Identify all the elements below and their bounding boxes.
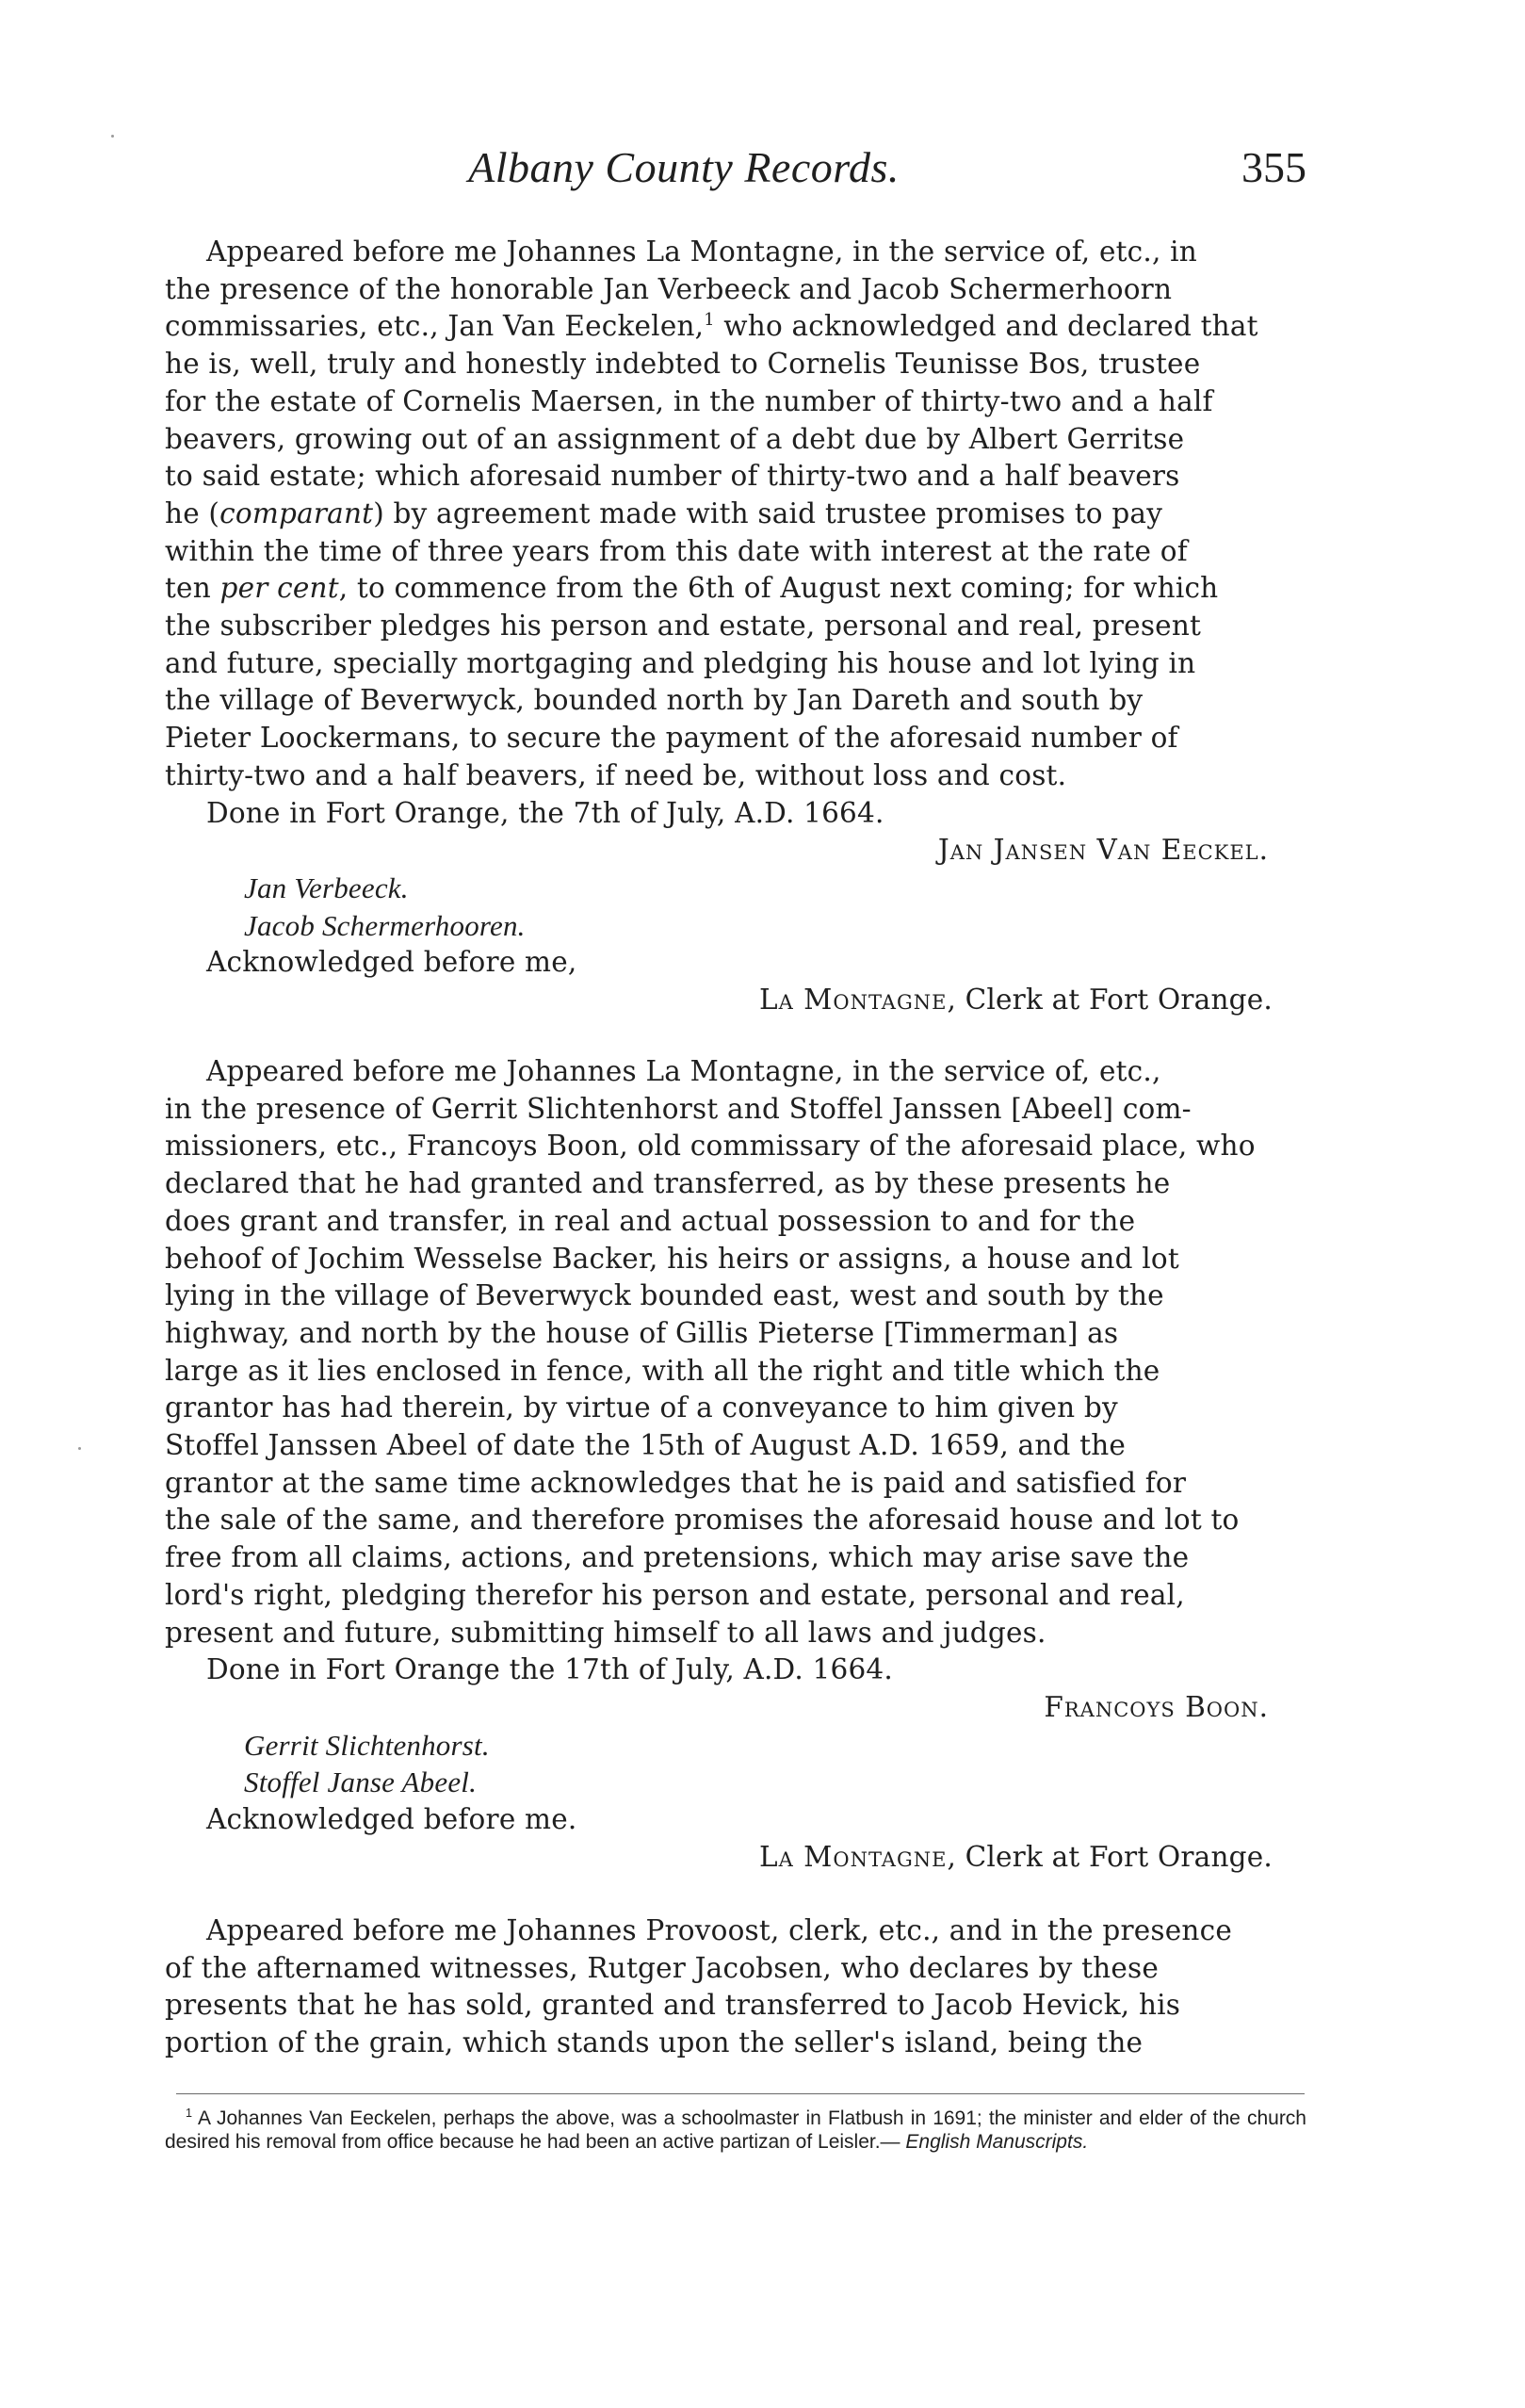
entry-body [165,1053,1306,1651]
text-line: thirty-two and a half beavers, if need be, without loss and cost. [165,758,1067,791]
clerk-signature: La Montagne, Clerk at Fort Orange. [759,984,1273,1017]
witness-signature: Stoffel Janse Abeel. [244,1765,478,1799]
text-line: in the presence of Gerrit Slichtenhorst and Stoffel Janssen [Abeel] com- [165,1092,1192,1125]
acknowledgement-line: Acknowledged before me, [206,946,577,979]
text-line: grantor at the same time acknowledges that he is paid and satisfied for [165,1466,1187,1499]
text-line: the presence of the honorable Jan Verbeeck and Jacob Schermerhoorn [165,272,1173,305]
text-line: commissaries, etc., Jan Van Eeckelen,$^1$ who acknowledged and declared that [165,310,1258,343]
page-number: 355 [1241,143,1306,191]
footnote-divider [176,2093,1305,2094]
text-line: to said estate; which aforesaid number of thirty-two and a half beavers [165,460,1180,493]
record-entry-1 [165,234,1306,1019]
text-line: the subscriber pledges his person and estate, personal and real, present [165,610,1202,643]
text-line: the sale of the same, and therefore promises the aforesaid house and lot to [165,1504,1240,1537]
text-line: he is, well, truly and honestly indebted to Cornelis Teunisse Bos, trustee [165,348,1201,381]
text-line: does grant and transfer, in real and actual possession to and for the [165,1204,1136,1237]
text-line: Appeared before me Johannes La Montagne, in the service of, etc., in [206,236,1197,268]
italic-term: comparant [219,496,374,529]
text-line: Stoffel Janssen Abeel of date the 15th of August A.D. 1659, and the [165,1429,1127,1462]
text-line: ten per cent, to commence from the 6th of August next coming; for which [165,572,1219,605]
done-date-line: Done in Fort Orange, the 7th of July, A.D. 1664. [206,796,884,829]
text-line: beavers, growing out of an assignment of a debt due by Albert Gerritse [165,422,1185,455]
text-line: Pieter Loockermans, to secure the payment of the aforesaid number of [165,722,1178,755]
text-line: presents that he has sold, granted and transferred to Jacob Hevick, his [165,1989,1181,2022]
text-line: grantor has had therein, by virtue of a conveyance to him given by [165,1391,1118,1424]
record-entry-3 [165,1912,1306,2062]
text-line: Appeared before me Johannes La Montagne, in the service of, etc., [206,1055,1161,1087]
footnote [165,2107,1306,2154]
signer-signature: Jan Jansen Van Eeckel. [937,834,1269,867]
witness-signature: Jan Verbeeck. [244,870,409,904]
done-date-line: Done in Fort Orange the 17th of July, A.D. 1664. [206,1653,893,1686]
text-line: of the afternamed witnesses, Rutger Jacobsen, who declares by these [165,1951,1159,1984]
text-line: free from all claims, actions, and pretensions, which may arise save the [165,1541,1190,1574]
acknowledgement-line: Acknowledged before me. [206,1803,577,1836]
clerk-signature: La Montagne, Clerk at Fort Orange. [759,1840,1273,1873]
footnote-source: English Manuscripts. [905,2131,1089,2153]
text-line: the village of Beverwyck, bounded north by Jan Dareth and south by [165,684,1144,717]
entry-body [165,234,1306,795]
signer-signature: Francoys Boon. [1044,1690,1269,1723]
text-line: large as it lies enclosed in fence, with all the right and title which the [165,1354,1160,1387]
text-line: for the estate of Cornelis Maersen, in the number of thirty-two and a half [165,384,1213,417]
text-line: within the time of three years from this date with interest at the rate of [165,534,1188,567]
footnote-marker: 1 [186,2107,193,2120]
text-line: highway, and north by the house of Gillis Pieterse [Timmerman] as [165,1316,1119,1349]
text-line: Appeared before me Johannes Provoost, clerk, etc., and in the presence [206,1914,1232,1946]
text-line: portion of the grain, which stands upon the seller's island, being the [165,2026,1144,2059]
text-line: and future, specially mortgaging and pledging his house and lot lying in [165,646,1196,679]
text-line: declared that he had granted and transferred, as by these presents he [165,1167,1171,1200]
italic-term: per cent [219,572,339,605]
text-line: lying in the village of Beverwyck bounded east, west and south by the [165,1279,1164,1312]
witness-signature: Gerrit Slichtenhorst. [244,1728,490,1762]
running-title: Albany County Records. [468,143,900,191]
paper-speck [78,1447,81,1450]
text-line: behoof of Jochim Wesselse Backer, his heirs or assigns, a house and lot [165,1242,1179,1275]
text-line: lord's right, pledging therefor his person and estate, personal and real, [165,1578,1185,1611]
text-line: he (comparant) by agreement made with said trustee promises to pay [165,496,1163,529]
footnote-reference: 1 [704,311,715,331]
running-head [165,139,1306,196]
record-entry-2 [165,1053,1306,1876]
witness-signature: Jacob Schermerhooren. [244,908,526,942]
text-line: present and future, submitting himself to all laws and judges. [165,1616,1046,1649]
paper-speck [111,135,114,138]
footnote-text: $^1$ A Johannes Van Eeckelen, perhaps the above, was a schoolmaster in Flatbush in 1691; the minister and elder of the church desired his removal from office because he had been an active partizan of Leisler.— English Manuscripts. [165,2107,1306,2153]
text-line: missioners, etc., Francoys Boon, old commissary of the aforesaid place, who [165,1130,1256,1163]
